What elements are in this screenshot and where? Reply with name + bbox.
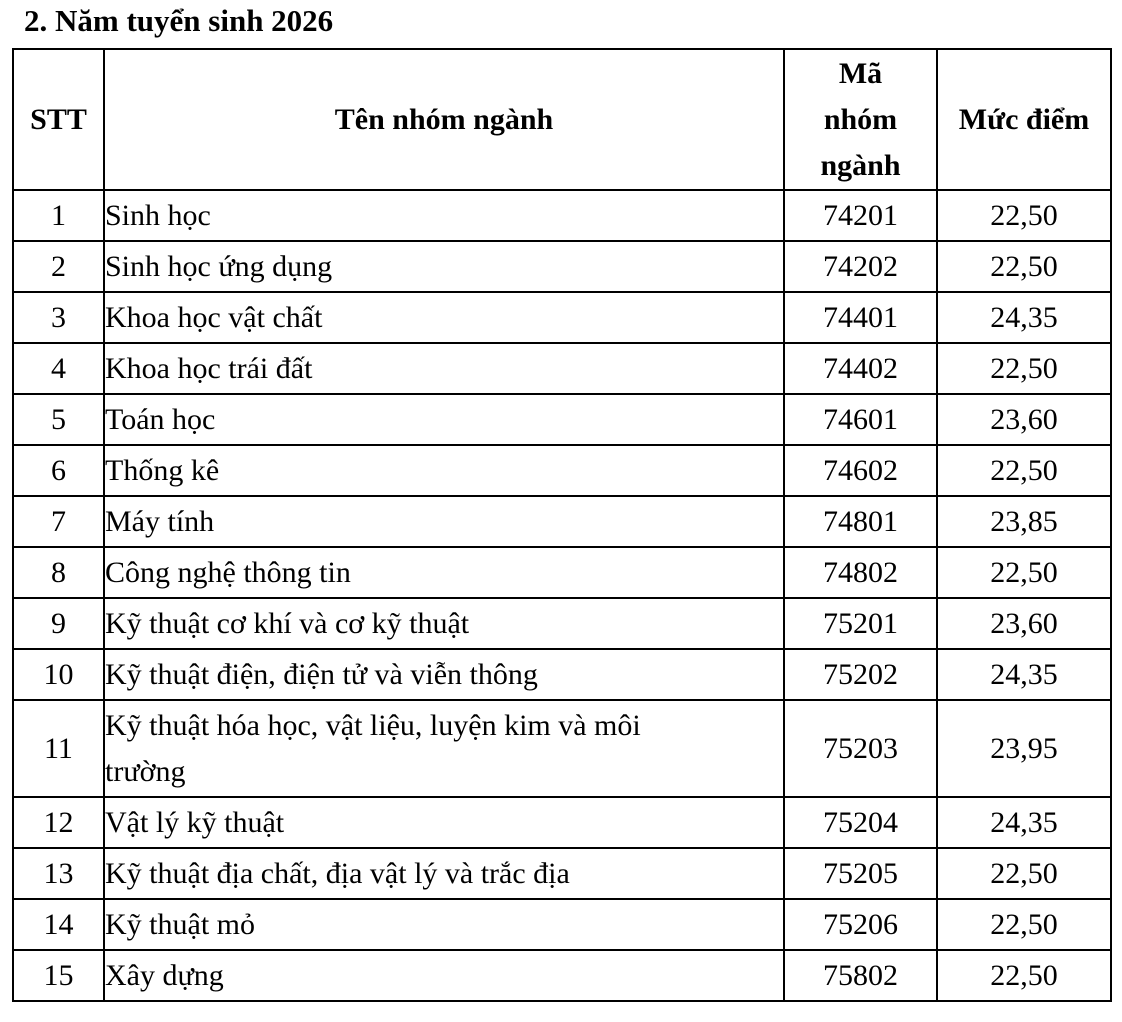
cell-score: 23,60 [937, 598, 1111, 649]
cell-name: Kỹ thuật mỏ [104, 899, 784, 950]
cell-stt: 8 [13, 547, 104, 598]
cell-score: 24,35 [937, 649, 1111, 700]
table-row [13, 547, 1111, 598]
admission-score-table [12, 48, 1112, 1002]
header-code [784, 49, 937, 190]
table-row [13, 598, 1111, 649]
cell-stt: 10 [13, 649, 104, 700]
cell-name: Khoa học vật chất [104, 292, 784, 343]
table-row [13, 343, 1111, 394]
header-code-line2: nhóm [823, 102, 898, 136]
cell-name: Sinh học ứng dụng [104, 241, 784, 292]
cell-name: Xây dựng [104, 950, 784, 1001]
cell-name: Công nghệ thông tin [104, 547, 784, 598]
table-header-row [13, 49, 1111, 190]
table-row [13, 190, 1111, 241]
cell-score: 22,50 [937, 547, 1111, 598]
cell-score: 23,95 [937, 700, 1111, 797]
cell-score: 23,60 [937, 394, 1111, 445]
cell-name: Máy tính [104, 496, 784, 547]
section-heading: 2. Năm tuyển sinh 2026 [24, 3, 334, 38]
cell-code: 75203 [784, 700, 937, 797]
cell-name: Vật lý kỹ thuật [104, 797, 784, 848]
cell-code: 74202 [784, 241, 937, 292]
cell-name: Kỹ thuật điện, điện tử và viễn thông [104, 649, 784, 700]
cell-code: 74401 [784, 292, 937, 343]
cell-name [104, 700, 784, 797]
header-score: Mức điểm [937, 49, 1111, 190]
cell-code: 74802 [784, 547, 937, 598]
cell-stt: 13 [13, 848, 104, 899]
cell-code: 75802 [784, 950, 937, 1001]
cell-stt: 1 [13, 190, 104, 241]
cell-stt: 11 [13, 700, 104, 797]
table-row [13, 700, 1111, 797]
cell-code: 75202 [784, 649, 937, 700]
table-row [13, 899, 1111, 950]
cell-stt: 3 [13, 292, 104, 343]
cell-score: 22,50 [937, 899, 1111, 950]
cell-stt: 5 [13, 394, 104, 445]
cell-stt: 12 [13, 797, 104, 848]
header-stt: STT [13, 49, 104, 190]
cell-score: 22,50 [937, 445, 1111, 496]
header-code-line1: Mã [838, 56, 883, 90]
cell-stt: 2 [13, 241, 104, 292]
cell-name: Kỹ thuật địa chất, địa vật lý và trắc địa [104, 848, 784, 899]
cell-code: 75201 [784, 598, 937, 649]
table-row [13, 848, 1111, 899]
cell-code: 74602 [784, 445, 937, 496]
cell-code: 74801 [784, 496, 937, 547]
table-row [13, 649, 1111, 700]
cell-stt: 7 [13, 496, 104, 547]
cell-code: 75205 [784, 848, 937, 899]
header-code-line3: ngành [820, 148, 901, 182]
cell-stt: 6 [13, 445, 104, 496]
cell-name: Khoa học trái đất [104, 343, 784, 394]
cell-score: 22,50 [937, 190, 1111, 241]
cell-score: 22,50 [937, 343, 1111, 394]
table-row [13, 496, 1111, 547]
cell-score: 22,50 [937, 950, 1111, 1001]
cell-name: Thống kê [104, 445, 784, 496]
cell-stt: 4 [13, 343, 104, 394]
header-name: Tên nhóm ngành [104, 49, 784, 190]
cell-score: 24,35 [937, 292, 1111, 343]
cell-stt: 14 [13, 899, 104, 950]
table-row [13, 241, 1111, 292]
cell-code: 74601 [784, 394, 937, 445]
table-row [13, 394, 1111, 445]
table-row [13, 797, 1111, 848]
cell-name-line2: trường [105, 754, 186, 788]
table-row [13, 292, 1111, 343]
cell-score: 22,50 [937, 848, 1111, 899]
cell-score: 22,50 [937, 241, 1111, 292]
table-row [13, 950, 1111, 1001]
table-row [13, 445, 1111, 496]
cell-code: 74201 [784, 190, 937, 241]
cell-name-line1: Kỹ thuật hóa học, vật liệu, luyện kim và môi [105, 708, 641, 742]
cell-name: Toán học [104, 394, 784, 445]
cell-name: Sinh học [104, 190, 784, 241]
cell-score: 23,85 [937, 496, 1111, 547]
cell-score: 24,35 [937, 797, 1111, 848]
cell-name: Kỹ thuật cơ khí và cơ kỹ thuật [104, 598, 784, 649]
cell-stt: 9 [13, 598, 104, 649]
cell-stt: 15 [13, 950, 104, 1001]
cell-code: 75204 [784, 797, 937, 848]
cell-code: 75206 [784, 899, 937, 950]
cell-code: 74402 [784, 343, 937, 394]
